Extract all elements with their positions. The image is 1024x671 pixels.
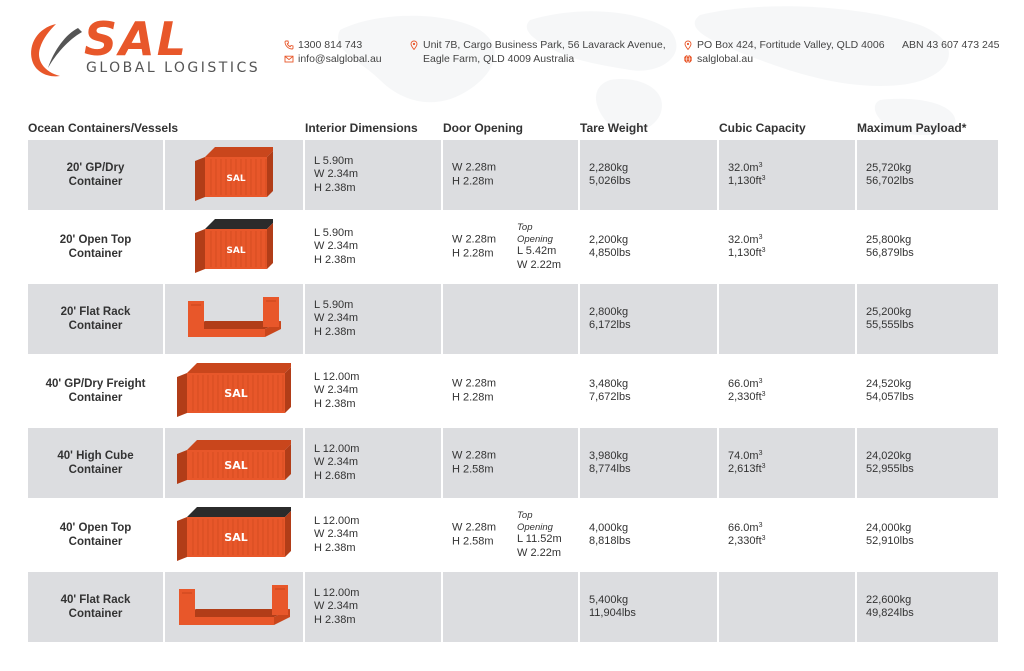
payload-value: 56,879lbs <box>866 247 914 259</box>
maximum-payload <box>857 284 998 354</box>
cubic-capacity <box>719 212 855 282</box>
door-value: W 2.28m <box>452 377 497 390</box>
address-line-2: Eagle Farm, QLD 4009 Australia <box>423 53 575 65</box>
maximum-payload <box>857 212 998 282</box>
tare-weight <box>580 428 717 498</box>
table-row <box>28 284 998 354</box>
header-interior-dimensions: Interior Dimensions <box>305 121 418 135</box>
dimension-value: L 5.90m <box>314 298 354 311</box>
interior-dimensions <box>305 212 441 282</box>
interior-dimensions <box>305 500 441 570</box>
dimension-value: W 2.34m <box>314 312 359 325</box>
swoosh-logo-icon <box>26 20 86 82</box>
top-opening-length: L 5.42m <box>517 245 557 257</box>
cubic-metres-value: 74.0m <box>728 449 759 462</box>
maximum-payload <box>857 140 998 210</box>
maximum-payload <box>857 356 998 426</box>
table-row <box>28 500 998 570</box>
top-opening-length: L 11.52m <box>517 533 562 545</box>
top-opening <box>517 222 561 272</box>
cubic-capacity <box>719 572 855 642</box>
container-20-gp-icon <box>165 140 303 210</box>
cubic-feet: $2,330ft^3$ <box>728 391 766 403</box>
dimension-value: H 2.68m <box>314 469 356 482</box>
dimension-value: L 12.00m <box>314 370 360 383</box>
tare-value: 3,980kg <box>589 449 629 462</box>
cubic-metres-value: 66.0m <box>728 521 759 534</box>
door-value: W 2.28m <box>452 449 497 462</box>
header-maximum-payload: Maximum Payload* <box>857 121 967 135</box>
top-opening-label: Top <box>517 222 533 233</box>
cubic-capacity <box>719 284 855 354</box>
table-row <box>28 140 998 210</box>
payload-value: 55,555lbs <box>866 319 914 331</box>
tare-value: 5,400kg <box>589 593 629 606</box>
dimension-value: L 5.90m <box>314 154 354 167</box>
container-name <box>28 212 163 282</box>
flat-rack-40-icon <box>165 572 303 642</box>
cubic-feet-value: 2,613ft <box>728 463 762 475</box>
container-name-line-1: 40' High Cube <box>57 450 134 462</box>
table-row <box>28 572 998 642</box>
tare-weight <box>580 500 717 570</box>
flat-rack-20-icon <box>165 284 303 354</box>
brand-name: SAL <box>84 12 189 66</box>
phone-icon <box>284 40 294 50</box>
payload-value: 25,800kg <box>866 233 912 246</box>
header-containers: Ocean Containers/Vessels <box>28 121 179 135</box>
cubic-capacity <box>719 428 855 498</box>
container-name-line-1: 20' GP/Dry <box>66 162 125 174</box>
dimension-value: H 2.38m <box>314 325 356 338</box>
table-row <box>28 428 998 498</box>
tare-value: 7,672lbs <box>589 391 631 403</box>
contact-abn <box>902 38 1000 52</box>
cubic-capacity <box>719 356 855 426</box>
cubic-feet-value: 1,130ft <box>728 175 762 187</box>
contact-address <box>409 38 666 66</box>
cubic-metres-value: 32.0m <box>728 233 759 246</box>
svg-text:SAL: SAL <box>224 459 248 472</box>
dimension-value: W 2.34m <box>314 528 359 541</box>
maximum-payload <box>857 500 998 570</box>
container-name-line-1: 20' Flat Rack <box>60 306 131 318</box>
table-row <box>28 356 998 426</box>
payload-value: 24,000kg <box>866 521 912 534</box>
container-40-high-cube-icon <box>165 428 303 498</box>
door-value: H 2.28m <box>452 175 494 187</box>
container-name-line-2: Container <box>68 464 123 476</box>
cubic-feet-value: 2,330ft <box>728 535 762 547</box>
dimension-value: W 2.34m <box>314 168 359 181</box>
dimension-value: H 2.38m <box>314 181 356 194</box>
contact-po-box <box>683 38 885 66</box>
door-opening <box>443 140 578 210</box>
door-value: W 2.28m <box>452 233 497 246</box>
container-name-line-2: Container <box>68 320 123 332</box>
cubic-metres-value: 32.0m <box>728 161 759 174</box>
table-row <box>28 212 998 282</box>
tare-weight <box>580 140 717 210</box>
tare-value: 8,774lbs <box>589 463 631 475</box>
phone-number[interactable]: 1300 814 743 <box>298 39 363 51</box>
tare-value: 3,480kg <box>589 377 629 390</box>
cubic-feet: $1,130ft^3$ <box>728 247 766 259</box>
tare-weight <box>580 572 717 642</box>
payload-value: 52,910lbs <box>866 535 914 547</box>
container-name-line-2: Container <box>68 608 123 620</box>
top-opening-label: Opening <box>517 521 553 533</box>
interior-dimensions <box>305 140 441 210</box>
tare-value: 6,172lbs <box>589 319 631 331</box>
dimension-value: W 2.34m <box>314 240 359 253</box>
door-value: H 2.28m <box>452 391 494 403</box>
top-opening-width: W 2.22m <box>517 258 562 271</box>
address-line-1: Unit 7B, Cargo Business Park, 56 Lavarack Avenue, <box>423 39 666 51</box>
cubic-metres: $32.0m^3$ <box>728 161 763 174</box>
container-name-line-1: 40' GP/Dry Freight <box>45 378 146 390</box>
payload-value: 25,720kg <box>866 161 912 174</box>
mail-icon <box>284 54 294 64</box>
interior-dimensions <box>305 284 441 354</box>
interior-dimensions <box>305 428 441 498</box>
maximum-payload <box>857 572 998 642</box>
tare-value: 4,850lbs <box>589 247 631 259</box>
cubic-feet: $2,330ft^3$ <box>728 535 766 547</box>
brand-tagline: GLOBAL LOGISTICS <box>86 60 261 76</box>
container-name-line-2: Container <box>68 392 123 404</box>
tare-value: 11,904lbs <box>589 607 636 619</box>
dimension-value: H 2.38m <box>314 541 356 554</box>
sal-logo <box>26 12 266 82</box>
container-20-open-top-icon <box>165 212 303 282</box>
cubic-metres: $66.0m^3$ <box>728 521 763 534</box>
globe-icon <box>683 54 693 64</box>
dimension-value: L 12.00m <box>314 514 360 527</box>
payload-value: 25,200kg <box>866 305 912 318</box>
container-name-line-1: 40' Open Top <box>59 522 132 534</box>
door-value: H 2.58m <box>452 463 494 475</box>
payload-value: 54,057lbs <box>866 391 914 403</box>
payload-value: 49,824lbs <box>866 607 914 619</box>
payload-value: 56,702lbs <box>866 175 914 187</box>
door-opening <box>443 572 578 642</box>
contact-phone-email <box>284 38 382 66</box>
cubic-feet: $2,613ft^3$ <box>728 463 766 475</box>
door-opening <box>443 284 578 354</box>
tare-value: 2,200kg <box>589 233 629 246</box>
door-value: W 2.28m <box>452 161 497 174</box>
top-opening <box>517 510 562 560</box>
tare-value: 8,818lbs <box>589 535 631 547</box>
door-opening <box>443 212 578 282</box>
door-value: H 2.58m <box>452 535 494 547</box>
container-name-line-2: Container <box>68 176 123 188</box>
po-box: PO Box 424, Fortitude Valley, QLD 4006 <box>697 39 885 51</box>
door-opening <box>443 428 578 498</box>
tare-value: 5,026lbs <box>589 175 631 187</box>
container-name <box>28 356 163 426</box>
dimension-value: H 2.38m <box>314 253 356 266</box>
tare-value: 4,000kg <box>589 521 629 534</box>
container-name-line-2: Container <box>68 536 123 548</box>
interior-dimensions <box>305 356 441 426</box>
door-value: W 2.28m <box>452 521 497 534</box>
cubic-feet: $1,130ft^3$ <box>728 175 766 187</box>
svg-text:SAL: SAL <box>224 387 248 400</box>
cubic-metres: $66.0m^3$ <box>728 377 763 390</box>
dimension-value: L 5.90m <box>314 226 354 239</box>
email-link[interactable]: info@salglobal.au <box>298 53 382 65</box>
container-name-line-2: Container <box>68 248 123 260</box>
container-name <box>28 572 163 642</box>
payload-value: 52,955lbs <box>866 463 914 475</box>
container-name-line-1: 40' Flat Rack <box>60 594 131 606</box>
cubic-metres: $32.0m^3$ <box>728 233 763 246</box>
cubic-feet-value: 2,330ft <box>728 391 762 403</box>
door-opening <box>443 500 578 570</box>
dimension-value: W 2.34m <box>314 384 359 397</box>
cubic-capacity <box>719 140 855 210</box>
container-40-gp-icon <box>165 356 303 426</box>
cubic-capacity <box>719 500 855 570</box>
dimension-value: W 2.34m <box>314 456 359 469</box>
container-name <box>28 140 163 210</box>
cubic-feet-value: 1,130ft <box>728 247 762 259</box>
payload-value: 22,600kg <box>866 593 912 606</box>
container-name <box>28 428 163 498</box>
dimension-value: L 12.00m <box>314 442 360 455</box>
page-header <box>0 0 1024 110</box>
abn-number: ABN 43 607 473 245 <box>902 39 1000 51</box>
tare-weight <box>580 212 717 282</box>
dimension-value: W 2.34m <box>314 600 359 613</box>
tare-value: 2,800kg <box>589 305 629 318</box>
container-name <box>28 284 163 354</box>
door-value: H 2.28m <box>452 247 494 259</box>
svg-text:SAL: SAL <box>224 531 248 544</box>
header-tare-weight: Tare Weight <box>580 121 648 135</box>
header-cubic-capacity: Cubic Capacity <box>719 121 806 135</box>
website-link[interactable]: salglobal.au <box>697 53 754 65</box>
payload-value: 24,020kg <box>866 449 912 462</box>
container-name <box>28 500 163 570</box>
payload-value: 24,520kg <box>866 377 912 390</box>
svg-text:SAL: SAL <box>226 246 246 256</box>
cubic-metres-value: 66.0m <box>728 377 759 390</box>
location-pin-icon <box>409 40 419 50</box>
door-opening <box>443 356 578 426</box>
cubic-metres: $74.0m^3$ <box>728 449 763 462</box>
maximum-payload <box>857 428 998 498</box>
header-door-opening: Door Opening <box>443 121 523 135</box>
interior-dimensions <box>305 572 441 642</box>
top-opening-label: Opening <box>517 233 553 245</box>
tare-weight <box>580 284 717 354</box>
top-opening-label: Top <box>517 510 533 521</box>
location-pin-icon <box>683 40 693 50</box>
container-name-line-1: 20' Open Top <box>59 234 132 246</box>
top-opening-width: W 2.22m <box>517 546 562 559</box>
dimension-value: H 2.38m <box>314 613 356 626</box>
tare-weight <box>580 356 717 426</box>
dimension-value: H 2.38m <box>314 397 356 410</box>
tare-value: 2,280kg <box>589 161 629 174</box>
dimension-value: L 12.00m <box>314 586 360 599</box>
svg-text:SAL: SAL <box>226 174 246 184</box>
container-40-open-top-icon <box>165 500 303 570</box>
